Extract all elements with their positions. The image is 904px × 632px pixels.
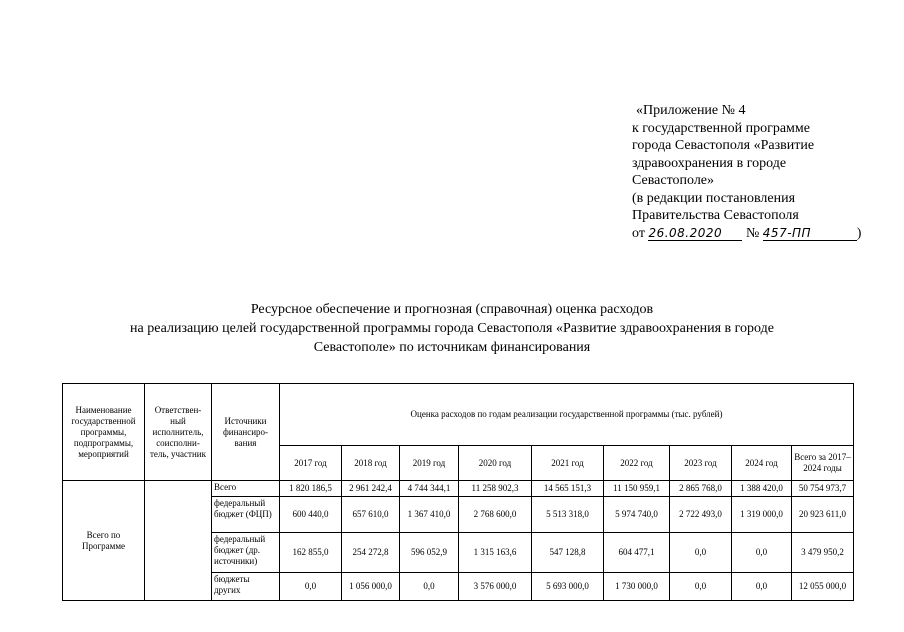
value-cell: 14 565 151,3	[532, 481, 604, 497]
title-line: Севастополе» по источникам финансирования	[313, 340, 591, 355]
header-row	[63, 384, 854, 446]
value-cell: 600 440,0	[280, 497, 342, 533]
appendix-line: «Приложение № 4	[636, 103, 746, 118]
value-cell: 5 974 740,0	[604, 497, 670, 533]
header-year: 2020 год	[459, 446, 532, 481]
value-cell: 1 315 163,6	[459, 533, 532, 573]
header-funding-sources: Источники финансиро-вания	[212, 384, 280, 481]
executor-cell	[145, 481, 212, 601]
value-cell: 0,0	[732, 533, 792, 573]
header-year: 2023 год	[670, 446, 732, 481]
appendix-line: (в редакции постановления	[632, 190, 796, 206]
decree-reference-line	[632, 225, 861, 243]
value-cell: 254 272,8	[342, 533, 400, 573]
value-cell: 604 477,1	[604, 533, 670, 573]
appendix-line: Правительства Севастополя	[632, 208, 799, 223]
header-year: 2022 год	[604, 446, 670, 481]
value-cell: 20 923 611,0	[792, 497, 854, 533]
appendix-block	[632, 102, 861, 242]
header-year: 2017 год	[280, 446, 342, 481]
value-cell: 0,0	[400, 573, 459, 601]
value-cell: 5 513 318,0	[532, 497, 604, 533]
value-cell: 3 479 950,2	[792, 533, 854, 573]
value-cell: 162 855,0	[280, 533, 342, 573]
value-cell: 5 693 000,0	[532, 573, 604, 601]
financing-table	[62, 383, 854, 601]
table-row	[63, 481, 854, 497]
value-cell: 11 150 959,1	[604, 481, 670, 497]
value-cell: 2 768 600,0	[459, 497, 532, 533]
header-expense-estimate: Оценка расходов по годам реализации государственной программы (тыс. рублей)	[280, 384, 854, 446]
decree-date: 26.08.2020	[648, 225, 723, 240]
appendix-line: города Севастополя «Развитие	[632, 138, 815, 153]
value-cell: 0,0	[670, 573, 732, 601]
value-cell: 657 610,0	[342, 497, 400, 533]
header-executor: Ответствен-ный исполнитель, соисполни-тель, участник	[145, 384, 212, 481]
value-cell: 0,0	[280, 573, 342, 601]
source-cell: Всего	[212, 481, 280, 497]
from-label: от	[632, 225, 645, 241]
source-cell: федеральный бюджет (ФЦП)	[212, 497, 280, 533]
value-cell: 1 388 420,0	[732, 481, 792, 497]
appendix-line: Севастополе»	[632, 173, 715, 188]
title-line: Ресурсное обеспечение и прогнозная (справочная) оценка расходов	[250, 302, 654, 317]
value-cell: 11 258 902,3	[459, 481, 532, 497]
value-cell: 50 754 973,7	[792, 481, 854, 497]
appendix-line: здравоохранения в городе	[632, 155, 787, 171]
value-cell: 1 056 000,0	[342, 573, 400, 601]
value-cell: 2 961 242,4	[342, 481, 400, 497]
value-cell: 1 820 186,5	[280, 481, 342, 497]
value-cell: 2 722 493,0	[670, 497, 732, 533]
value-cell: 12 055 000,0	[792, 573, 854, 601]
value-cell: 4 744 344,1	[400, 481, 459, 497]
value-cell: 2 865 768,0	[670, 481, 732, 497]
group-name-cell: Всего по Программе	[63, 481, 145, 601]
source-cell: федеральный бюджет (др. источники)	[212, 533, 280, 573]
header-year: 2024 год	[732, 446, 792, 481]
value-cell: 1 367 410,0	[400, 497, 459, 533]
value-cell: 1 730 000,0	[604, 573, 670, 601]
decree-number-field	[763, 225, 857, 241]
source-cell: бюджеты других	[212, 573, 280, 601]
value-cell: 3 576 000,0	[459, 573, 532, 601]
title-line: на реализацию целей государственной программы города Севастополя «Развитие здравоохранения в городе	[130, 321, 774, 336]
value-cell: 0,0	[670, 533, 732, 573]
header-total: Всего за 2017–2024 годы	[792, 446, 854, 481]
number-label: №	[745, 225, 760, 241]
value-cell: 547 128,8	[532, 533, 604, 573]
document-title	[0, 300, 904, 357]
header-program-name: Наименование государственной программы, подпрограммы, мероприятий	[63, 384, 145, 481]
header-year: 2021 год	[532, 446, 604, 481]
value-cell: 1 319 000,0	[732, 497, 792, 533]
header-year: 2018 год	[342, 446, 400, 481]
value-cell: 0,0	[732, 573, 792, 601]
appendix-line: к государственной программе	[632, 120, 810, 136]
header-year: 2019 год	[400, 446, 459, 481]
decree-number: 457-ПП	[762, 225, 812, 240]
closing-paren: )	[856, 225, 862, 241]
decree-date-field	[648, 225, 742, 241]
value-cell: 596 052,9	[400, 533, 459, 573]
